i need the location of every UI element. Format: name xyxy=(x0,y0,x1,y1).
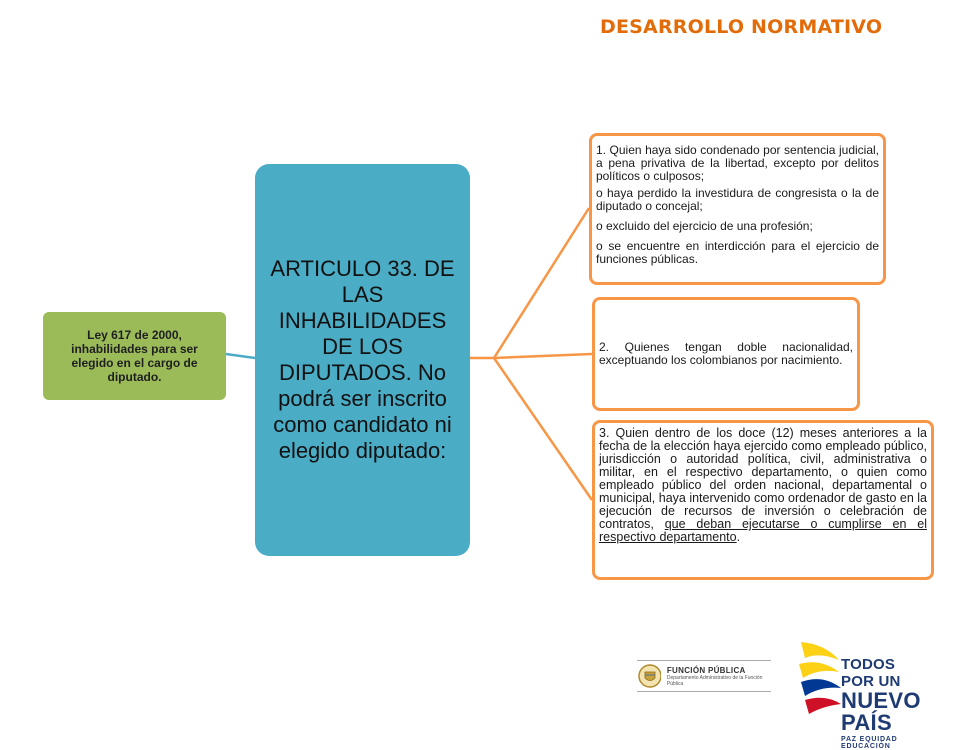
item3-paragraph xyxy=(599,427,927,544)
slide-title: DESARROLLO NORMATIVO xyxy=(600,16,883,38)
tpun-line-2: NUEVO PAÍS xyxy=(841,688,921,735)
law-box-text: Ley 617 de 2000, inhabilidades para ser elegido en el cargo de diputado. xyxy=(71,328,198,384)
funcion-publica-subtitle: Departamento Administrativo de la Función Pública xyxy=(666,674,763,687)
todos-por-un-nuevo-pais-logo xyxy=(795,638,925,750)
connector-article-to-item3 xyxy=(494,358,592,500)
funcion-publica-logo xyxy=(637,660,771,692)
item-box-1 xyxy=(589,133,886,285)
item-box-3 xyxy=(592,420,934,580)
connector-law-to-article xyxy=(226,354,255,358)
law-box xyxy=(43,312,226,400)
tpun-line-1: TODOS POR UN xyxy=(841,656,901,690)
item1-line-4: o se encuentre en interdicción para el ejercicio de funciones públicas. xyxy=(596,239,879,266)
item2-text: 2. Quienes tengan doble nacionalidad, exceptuando los colombianos por nacimiento. xyxy=(599,340,853,367)
tpun-line-3: PAZ EQUIDAD EDUCACIÓN xyxy=(841,736,898,750)
article-box xyxy=(255,164,470,556)
item1-line-2: o haya perdido la investidura de congresista o la de diputado o concejal; xyxy=(596,186,879,213)
item3-end: . xyxy=(736,530,741,544)
item-box-2 xyxy=(592,297,860,411)
article-box-text: ARTICULO 33. DE LAS INHABILIDADES DE LOS DIPUTADOS. No podrá ser inscrito como candidato ni elegido diputado: xyxy=(270,256,455,463)
coat-of-arms-icon xyxy=(637,663,661,689)
connector-article-to-item1 xyxy=(470,208,589,358)
item3-text: 3. Quien dentro de los doce (12) meses anteriores a la fecha de la elección haya ejercido como empleado público, jurisdicción o autoridad política, civil, administrativa o militar, en el respectivo departamento, o quien como empleado público del orden nacional, departamental o municipal, haya intervenido como ordenador de gasto en la ejecución de recursos de inversión o celebración de contratos, xyxy=(599,426,927,531)
colombia-flag-swoosh-icon xyxy=(795,638,845,718)
item1-line-1: 1. Quien haya sido condenado por sentencia judicial, a pena privativa de la libertad, excepto por delitos políticos o culposos; xyxy=(596,143,879,183)
connector-article-to-item2 xyxy=(494,354,592,358)
funcion-publica-title: FUNCIÓN PÚBLICA xyxy=(666,665,746,675)
item1-line-3: o excluido del ejercicio de una profesión; xyxy=(596,219,813,233)
item3-underlined-text: que deban ejecutarse o cumplirse en el respectivo departamento xyxy=(599,517,927,544)
